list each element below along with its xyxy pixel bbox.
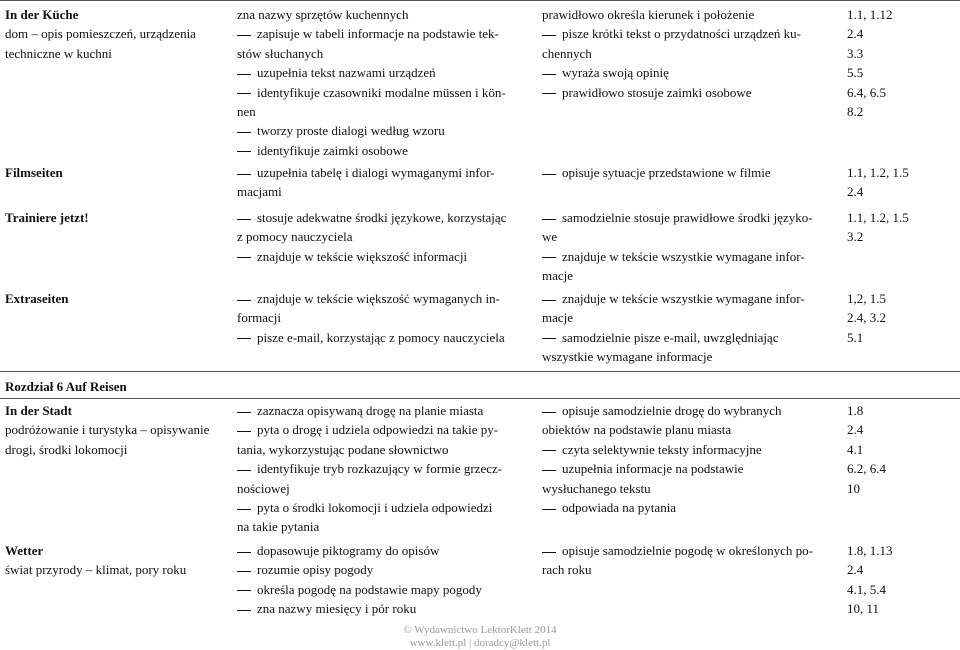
dash-bullet bbox=[542, 300, 556, 301]
basic-requirements-cell bbox=[237, 541, 533, 619]
requirement-line: we bbox=[542, 229, 558, 245]
dash-bullet bbox=[237, 219, 251, 220]
dash-bullet bbox=[542, 219, 556, 220]
requirement-line: znajduje w tekście wszystkie wymagane infor- bbox=[542, 247, 838, 266]
requirement-line: pyta o drogę i udziela odpowiedzi na takie py- bbox=[237, 420, 533, 439]
footer-copyright: © Wydawnictwo LektorKlett 2014 bbox=[403, 624, 557, 636]
basic-requirements-cell bbox=[237, 5, 533, 160]
dash-bullet bbox=[237, 571, 251, 572]
curriculum-ref: 1.1, 1.12 bbox=[847, 7, 893, 22]
extended-requirements-cell bbox=[542, 289, 838, 367]
dash-bullet bbox=[237, 35, 251, 36]
curriculum-ref: 8.2 bbox=[847, 104, 864, 120]
topic-title: In der Küche bbox=[5, 7, 79, 22]
extended-requirements-cell bbox=[542, 541, 838, 580]
requirement-line: znajduje w tekście większość wymaganych in- bbox=[237, 289, 533, 308]
requirement-line: macje bbox=[542, 310, 574, 326]
requirement-line: dopasowuje piktogramy do opisów bbox=[237, 541, 533, 560]
requirement-line: opisuje sytuacje przedstawione w filmie bbox=[542, 163, 838, 182]
extended-requirements-cell bbox=[542, 163, 838, 182]
dash-bullet bbox=[542, 338, 556, 339]
curriculum-ref: 4.1, 5.4 bbox=[847, 581, 886, 597]
requirement-line: znajduje w tekście wszystkie wymagane infor- bbox=[542, 289, 838, 308]
topic-cell bbox=[5, 163, 227, 182]
topic-cell bbox=[5, 289, 227, 308]
topic-title: Wetter bbox=[5, 543, 44, 558]
dash-bullet bbox=[542, 35, 556, 36]
topic-description: dom – opis pomieszczeń, urządzenia bbox=[5, 26, 196, 42]
requirement-line: uzupełnia tekst nazwami urządzeń bbox=[237, 63, 533, 82]
curriculum-ref: 1.1, 1.2, 1.5 bbox=[847, 165, 909, 180]
footer-contact: www.klett.pl | doradcy@klett.pl bbox=[409, 637, 551, 649]
dash-bullet bbox=[237, 552, 251, 553]
dash-bullet bbox=[542, 470, 556, 471]
requirement-line: zapisuje w tabeli informacje na podstawie tek- bbox=[237, 24, 533, 43]
dash-bullet bbox=[237, 470, 251, 471]
dash-bullet bbox=[237, 431, 251, 432]
dash-bullet bbox=[542, 450, 556, 451]
curriculum-refs-cell bbox=[847, 289, 957, 347]
curriculum-refs-cell bbox=[847, 401, 957, 498]
dash-bullet bbox=[542, 509, 556, 510]
curriculum-refs-cell bbox=[847, 208, 957, 247]
footer bbox=[0, 624, 960, 650]
requirement-line: nen bbox=[237, 104, 256, 120]
curriculum-ref: 4.1 bbox=[847, 441, 864, 457]
requirement-line: odpowiada na pytania bbox=[542, 498, 838, 517]
requirement-line: opisuje samodzielnie pogodę w określonych po- bbox=[542, 541, 838, 560]
curriculum-ref: 1.1, 1.2, 1.5 bbox=[847, 210, 909, 225]
requirement-line: zna nazwy miesięcy i pór roku bbox=[237, 599, 533, 618]
requirement-line: wyraża swoją opinię bbox=[542, 63, 838, 82]
dash-bullet bbox=[237, 174, 251, 175]
requirement-line: uzupełnia informacje na podstawie bbox=[542, 459, 838, 478]
requirement-line: wysłuchanego tekstu bbox=[542, 480, 651, 496]
requirement-line: identyfikuje czasowniki modalne müssen i kön- bbox=[237, 83, 533, 102]
basic-requirements-cell bbox=[237, 289, 533, 347]
curriculum-ref: 5.1 bbox=[847, 329, 864, 345]
curriculum-ref: 1.8 bbox=[847, 403, 864, 418]
dash-bullet bbox=[237, 590, 251, 591]
curriculum-ref: 10 bbox=[847, 480, 860, 496]
dash-bullet bbox=[237, 610, 251, 611]
curriculum-ref: 6.2, 6.4 bbox=[847, 461, 886, 477]
row-divider bbox=[0, 371, 960, 372]
dash-bullet bbox=[542, 552, 556, 553]
dash-bullet bbox=[237, 151, 251, 152]
dash-bullet bbox=[542, 74, 556, 75]
requirement-line: znajduje w tekście większość informacji bbox=[237, 247, 533, 266]
requirement-line: prawidłowo określa kierunek i położenie bbox=[542, 7, 755, 22]
requirement-line: określa pogodę na podstawie mapy pogody bbox=[237, 580, 533, 599]
dash-bullet bbox=[542, 174, 556, 175]
requirement-line: opisuje samodzielnie drogę do wybranych bbox=[542, 401, 838, 420]
requirement-line: zna nazwy sprzętów kuchennych bbox=[237, 7, 409, 22]
topic-title: Trainiere jetzt! bbox=[5, 210, 89, 225]
topic-cell bbox=[5, 541, 227, 580]
dash-bullet bbox=[237, 509, 251, 510]
requirement-line: chennych bbox=[542, 45, 592, 61]
dash-bullet bbox=[542, 93, 556, 94]
curriculum-ref: 5.5 bbox=[847, 65, 864, 81]
dash-bullet bbox=[237, 132, 251, 133]
topic-cell bbox=[5, 401, 227, 459]
curriculum-refs-cell bbox=[847, 541, 957, 619]
requirement-line: tworzy proste dialogi według wzoru bbox=[237, 121, 533, 140]
curriculum-ref: 10, 11 bbox=[847, 601, 880, 617]
requirement-line: obiektów na podstawie planu miasta bbox=[542, 422, 732, 438]
topic-title: Extraseiten bbox=[5, 291, 69, 306]
chapter-title: Rozdział 6 Auf Reisen bbox=[5, 379, 127, 394]
dash-bullet bbox=[237, 412, 251, 413]
row-divider bbox=[0, 398, 960, 399]
extended-requirements-cell bbox=[542, 5, 838, 102]
dash-bullet bbox=[237, 257, 251, 258]
topic-description: świat przyrody – klimat, pory roku bbox=[5, 562, 187, 578]
topic-description: techniczne w kuchni bbox=[5, 45, 112, 61]
topic-title: In der Stadt bbox=[5, 403, 72, 418]
row-divider bbox=[0, 0, 960, 1]
dash-bullet bbox=[237, 74, 251, 75]
basic-requirements-cell bbox=[237, 401, 533, 537]
requirement-line: czyta selektywnie teksty informacyjne bbox=[542, 440, 838, 459]
requirement-line: macje bbox=[542, 268, 574, 284]
dash-bullet bbox=[542, 257, 556, 258]
extended-requirements-cell bbox=[542, 208, 838, 286]
requirement-line: uzupełnia tabelę i dialogi wymaganymi infor- bbox=[237, 163, 533, 182]
dash-bullet bbox=[237, 300, 251, 301]
requirement-line: pisze krótki tekst o przydatności urządzeń ku- bbox=[542, 24, 838, 43]
requirement-line: wszystkie wymagane informacje bbox=[542, 349, 713, 365]
requirement-line: pyta o środki lokomocji i udziela odpowiedzi bbox=[237, 498, 533, 517]
curriculum-ref: 1.8, 1.13 bbox=[847, 543, 893, 558]
requirement-line: stów słuchanych bbox=[237, 45, 324, 61]
requirement-line: identyfikuje zaimki osobowe bbox=[237, 141, 533, 160]
requirement-line: nościowej bbox=[237, 480, 290, 496]
curriculum-ref: 2.4 bbox=[847, 184, 864, 200]
curriculum-refs-cell bbox=[847, 5, 957, 121]
basic-requirements-cell bbox=[237, 163, 533, 202]
extended-requirements-cell bbox=[542, 401, 838, 517]
basic-requirements-cell bbox=[237, 208, 533, 266]
requirement-line: samodzielnie pisze e-mail, uwzględniając bbox=[542, 328, 838, 347]
topic-title: Filmseiten bbox=[5, 165, 63, 180]
topic-description: podróżowanie i turystyka – opisywanie bbox=[5, 422, 210, 438]
requirement-line: pisze e-mail, korzystając z pomocy nauczyciela bbox=[237, 328, 533, 347]
topic-description: drogi, środki lokomocji bbox=[5, 441, 128, 457]
requirement-line: macjami bbox=[237, 184, 282, 200]
curriculum-ref: 1,2, 1.5 bbox=[847, 291, 886, 306]
requirement-line: z pomocy nauczyciela bbox=[237, 229, 353, 245]
requirement-line: rach roku bbox=[542, 562, 592, 578]
curriculum-ref: 3.2 bbox=[847, 229, 864, 245]
requirement-line: prawidłowo stosuje zaimki osobowe bbox=[542, 83, 838, 102]
requirement-line: identyfikuje tryb rozkazujący w formie grzecz- bbox=[237, 459, 533, 478]
dash-bullet bbox=[542, 412, 556, 413]
requirement-line: samodzielnie stosuje prawidłowe środki języko- bbox=[542, 208, 838, 227]
curriculum-ref: 2.4 bbox=[847, 562, 864, 578]
dash-bullet bbox=[237, 93, 251, 94]
requirement-line: rozumie opisy pogody bbox=[237, 560, 533, 579]
requirement-line: na takie pytania bbox=[237, 519, 320, 535]
curriculum-ref: 2.4 bbox=[847, 422, 864, 438]
curriculum-ref: 6.4, 6.5 bbox=[847, 84, 886, 100]
dash-bullet bbox=[237, 338, 251, 339]
topic-cell bbox=[5, 208, 227, 227]
topic-cell bbox=[5, 5, 227, 63]
requirement-line: tania, wykorzystując podane słownictwo bbox=[237, 441, 449, 457]
curriculum-refs-cell bbox=[847, 163, 957, 202]
curriculum-ref: 3.3 bbox=[847, 45, 864, 61]
curriculum-ref: 2.4, 3.2 bbox=[847, 310, 886, 326]
requirement-line: formacji bbox=[237, 310, 282, 326]
requirement-line: stosuje adekwatne środki językowe, korzystając bbox=[237, 208, 533, 227]
curriculum-ref: 2.4 bbox=[847, 26, 864, 42]
requirement-line: zaznacza opisywaną drogę na planie miasta bbox=[237, 401, 533, 420]
